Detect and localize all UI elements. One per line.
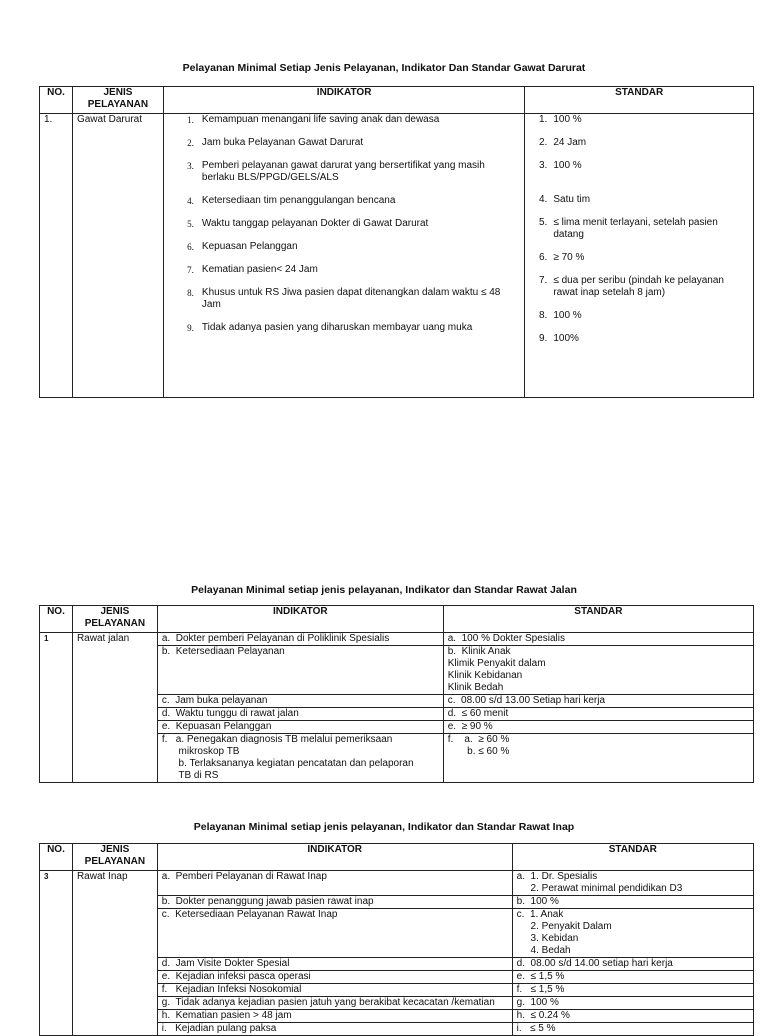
indikator-cell: e. Kepuasan Pelanggan — [157, 721, 443, 734]
indikator-item — [168, 322, 520, 334]
standar-cell: e. ≤ 1,5 % — [512, 971, 753, 984]
header-jenis: JENIS PELAYANAN — [72, 606, 157, 633]
indikator-cell: h. Kematian pasien > 48 jam — [157, 1010, 512, 1023]
table-row — [40, 633, 754, 646]
header-jenis: JENIS PELAYANAN — [72, 844, 157, 871]
indikator-cell: d. Waktu tunggu di rawat jalan — [157, 708, 443, 721]
indikator-cell: a. Pemberi Pelayanan di Rawat Inap — [157, 871, 512, 896]
indikator-cell: e. Kejadian infeksi pasca operasi — [157, 971, 512, 984]
indikator-item-number: 2. — [187, 138, 194, 148]
standar-item — [529, 160, 749, 172]
standar-cell: h. ≤ 0.24 % — [512, 1010, 753, 1023]
indikator-item-number: 3. — [187, 161, 194, 171]
indikator-item — [168, 218, 520, 230]
indikator-cell: b. Ketersediaan Pelayanan — [157, 646, 443, 695]
indikator-item — [168, 264, 520, 276]
standar-item-text: 100 % — [553, 310, 582, 321]
header-indikator: INDIKATOR — [157, 844, 512, 871]
standar-item — [529, 194, 749, 206]
standar-item — [529, 275, 749, 299]
indikator-item-text: Tidak adanya pasien yang diharuskan membayar uang muka — [201, 322, 473, 333]
gawat-darurat-table — [39, 86, 754, 398]
standar-cell: f. ≤ 1,5 % — [512, 984, 753, 997]
table-header-row — [40, 87, 754, 114]
indikator-item-text: Waktu tanggap pelayanan Dokter di Gawat Darurat — [201, 218, 429, 229]
indikator-item — [168, 195, 520, 207]
standar-cell: f. a. ≥ 60 % b. ≤ 60 % — [443, 734, 753, 783]
standar-cell: c. 08.00 s/d 13.00 Setiap hari kerja — [443, 695, 753, 708]
row-no: 1. — [40, 114, 73, 398]
standar-item-number: 4. — [539, 194, 548, 205]
standar-cell: d. ≤ 60 menit — [443, 708, 753, 721]
standar-item — [529, 217, 749, 241]
standar-item-text: 100 % — [553, 114, 582, 125]
header-no: NO. — [40, 844, 73, 871]
indikator-item-number: 6. — [187, 242, 194, 252]
indikator-item-text: Kemampuan menangani life saving anak dan dewasa — [201, 114, 440, 125]
standar-cell: i. ≤ 5 % — [512, 1023, 753, 1036]
indikator-item — [168, 137, 520, 149]
standar-item-number: 5. — [539, 217, 548, 228]
header-standar: STANDAR — [512, 844, 753, 871]
indikator-cell — [163, 114, 524, 398]
standar-item — [529, 252, 749, 264]
row-jenis: Gawat Darurat — [72, 114, 163, 398]
indikator-item-number: 8. — [187, 288, 194, 298]
row-jenis: Rawat jalan — [72, 633, 157, 783]
standar-item-number: 8. — [539, 310, 548, 321]
header-indikator: INDIKATOR — [157, 606, 443, 633]
standar-item-number: 2. — [539, 137, 548, 148]
standar-cell: e. ≥ 90 % — [443, 721, 753, 734]
standar-cell: g. 100 % — [512, 997, 753, 1010]
indikator-cell: b. Dokter penanggung jawab pasien rawat inap — [157, 896, 512, 909]
standar-item-number: 7. — [539, 275, 548, 286]
row-no: 3 — [40, 871, 73, 1036]
standar-item-text: 24 Jam — [553, 137, 587, 148]
standar-cell: b. 100 % — [512, 896, 753, 909]
standar-item-text: ≥ 70 % — [553, 252, 585, 263]
indikator-item-number: 7. — [187, 265, 194, 275]
standar-item-text: Satu tim — [553, 194, 591, 205]
rawat-jalan-table — [39, 605, 754, 783]
indikator-item-text: Kematian pasien< 24 Jam — [201, 264, 318, 275]
header-standar: STANDAR — [525, 87, 754, 114]
standar-cell: b. Klinik Anak Klimik Penyakit dalam Klinik Kebidanan Klinik Bedah — [443, 646, 753, 695]
header-standar: STANDAR — [443, 606, 753, 633]
standar-item — [529, 310, 749, 322]
table-header-row — [40, 844, 754, 871]
standar-list — [529, 114, 749, 345]
header-no: NO. — [40, 606, 73, 633]
table-header-row — [40, 606, 754, 633]
standar-item-text: 100 % — [553, 160, 582, 171]
rawat-inap-table — [39, 843, 754, 1036]
standar-item — [529, 333, 749, 345]
indikator-cell: d. Jam Visite Dokter Spesial — [157, 958, 512, 971]
indikator-list — [168, 114, 520, 334]
standar-item — [529, 137, 749, 149]
section3-title: Pelayanan Minimal setiap jenis pelayanan, Indikator dan Standar Rawat Inap — [193, 821, 575, 833]
indikator-item — [168, 114, 520, 126]
indikator-item — [168, 160, 520, 184]
header-indikator: INDIKATOR — [163, 87, 524, 114]
section1-title: Pelayanan Minimal Setiap Jenis Pelayanan, Indikator Dan Standar Gawat Darurat — [182, 62, 586, 74]
indikator-item-text: Ketersediaan tim penanggulangan bencana — [201, 195, 396, 206]
standar-item-text: ≤ lima menit terlayani, setelah pasien datang — [553, 217, 718, 240]
indikator-item-text: Jam buka Pelayanan Gawat Darurat — [201, 137, 364, 148]
standar-cell — [525, 114, 754, 398]
standar-item-number: 1. — [539, 114, 548, 125]
header-no: NO. — [40, 87, 73, 114]
standar-item-text: 100% — [553, 333, 579, 344]
standar-cell: a. 1. Dr. Spesialis 2. Perawat minimal pendidikan D3 — [512, 871, 753, 896]
indikator-item-number: 9. — [187, 323, 194, 333]
indikator-cell: f. Kejadian Infeksi Nosokomial — [157, 984, 512, 997]
standar-cell: c. 1. Anak 2. Penyakit Dalam 3. Kebidan 4. Bedah — [512, 909, 753, 958]
section2-title: Pelayanan Minimal setiap jenis pelayanan, Indikator dan Standar Rawat Jalan — [191, 584, 577, 596]
indikator-item — [168, 287, 520, 311]
table-row — [40, 114, 754, 398]
standar-cell: d. 08.00 s/d 14.00 setiap hari kerja — [512, 958, 753, 971]
indikator-cell: i. Kejadian pulang paksa — [157, 1023, 512, 1036]
indikator-item-number: 5. — [187, 219, 194, 229]
indikator-item-text: Pemberi pelayanan gawat darurat yang bersertifikat yang masih berlaku BLS/PPGD/GELS/ALS — [201, 160, 485, 183]
indikator-cell: a. Dokter pemberi Pelayanan di Poliklinik Spesialis — [157, 633, 443, 646]
indikator-cell: c. Jam buka pelayanan — [157, 695, 443, 708]
row-jenis: Rawat Inap — [72, 871, 157, 1036]
indikator-cell: f. a. Penegakan diagnosis TB melalui pemeriksaan mikroskop TB b. Terlaksananya kegiatan pencatatan dan pelaporan TB di RS — [157, 734, 443, 783]
indikator-item — [168, 241, 520, 253]
standar-item-text: ≤ dua per seribu (pindah ke pelayanan rawat inap setelah 8 jam) — [553, 275, 724, 298]
table-row — [40, 871, 754, 896]
indikator-item-text: Khusus untuk RS Jiwa pasien dapat ditenangkan dalam waktu ≤ 48 Jam — [201, 287, 501, 310]
indikator-item-text: Kepuasan Pelanggan — [201, 241, 298, 252]
standar-item-number: 3. — [539, 160, 548, 171]
standar-cell: a. 100 % Dokter Spesialis — [443, 633, 753, 646]
standar-item-number: 9. — [539, 333, 548, 344]
row-no: 1 — [40, 633, 73, 783]
indikator-cell: g. Tidak adanya kejadian pasien jatuh yang berakibat kecacatan /kematian — [157, 997, 512, 1010]
standar-item — [529, 114, 749, 126]
standar-item-number: 6. — [539, 252, 548, 263]
indikator-item-number: 1. — [187, 115, 194, 125]
indikator-cell: c. Ketersediaan Pelayanan Rawat Inap — [157, 909, 512, 958]
indikator-item-number: 4. — [187, 196, 194, 206]
header-jenis: JENIS PELAYANAN — [72, 87, 163, 114]
